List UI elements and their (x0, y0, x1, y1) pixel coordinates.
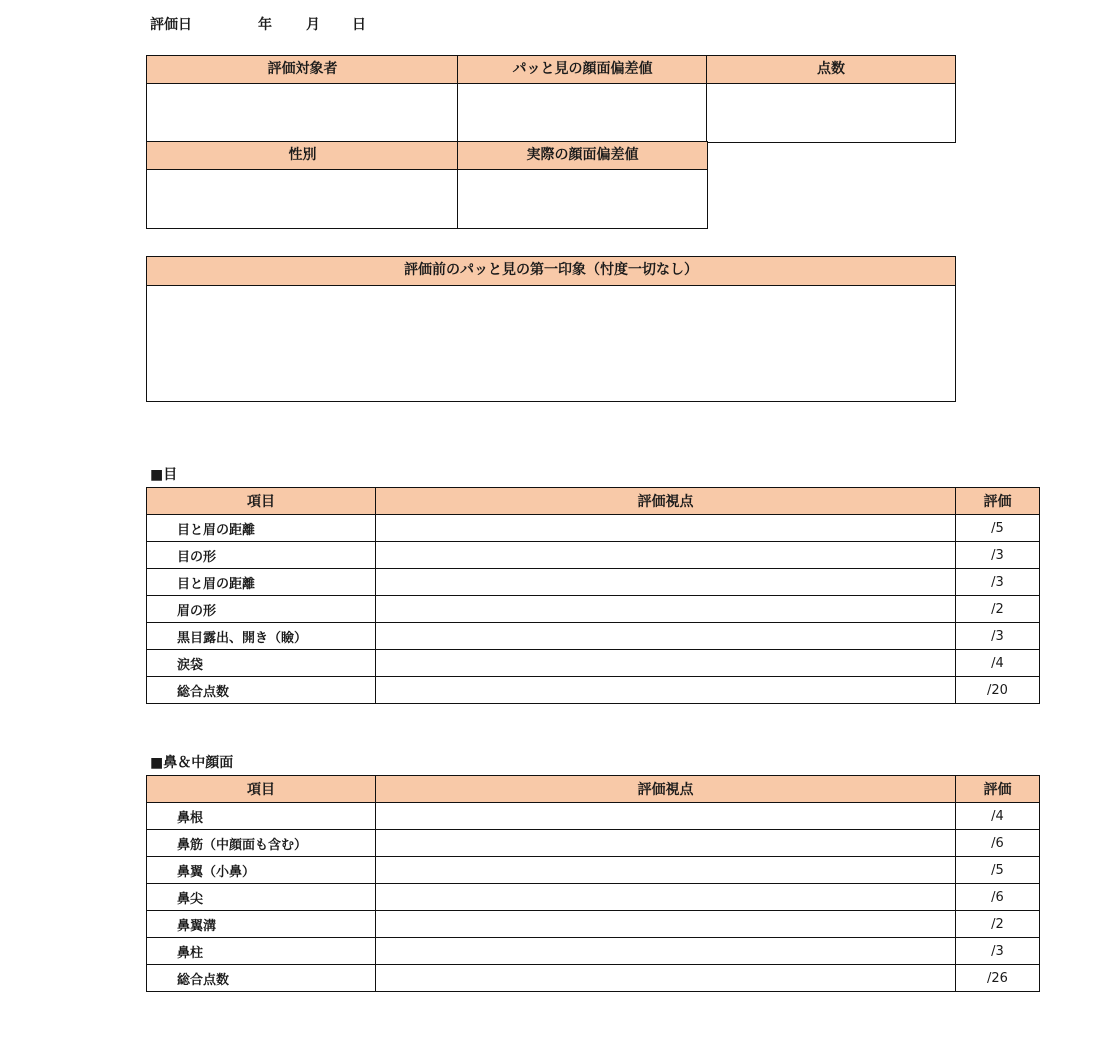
row-item: 目の形 (147, 542, 376, 569)
eyes-table-header-row (147, 488, 1040, 515)
viewpoint-cell[interactable] (376, 623, 956, 650)
eyes-col-item: 項目 (147, 488, 376, 515)
first-impression-field[interactable] (146, 285, 956, 402)
table-row (147, 830, 1040, 857)
eyes-col-viewpoint: 評価視点 (376, 488, 956, 515)
table-row (147, 911, 1040, 938)
row-item: 鼻筋（中顔面も含む） (147, 830, 376, 857)
score-field[interactable] (706, 83, 956, 143)
first-look-score-field[interactable] (457, 83, 708, 143)
nose-table (146, 775, 1040, 992)
score-cell[interactable]: /6 (956, 830, 1040, 857)
gender-header: 性別 (146, 141, 459, 171)
table-row (147, 965, 1040, 992)
nose-col-viewpoint: 評価視点 (376, 776, 956, 803)
row-item: 目と眉の距離 (147, 515, 376, 542)
gender-field[interactable] (146, 169, 459, 229)
score-cell[interactable]: /2 (956, 596, 1040, 623)
first-impression-header: 評価前のパッと見の第一印象（忖度一切なし） (146, 256, 956, 287)
viewpoint-cell[interactable] (376, 884, 956, 911)
actual-score-header: 実際の顔面偏差値 (457, 141, 708, 171)
nose-col-item: 項目 (147, 776, 376, 803)
score-cell[interactable]: /3 (956, 569, 1040, 596)
eyes-section-title: ■目 (150, 467, 178, 483)
row-item: 鼻尖 (147, 884, 376, 911)
subject-header: 評価対象者 (146, 55, 459, 85)
score-cell[interactable]: /2 (956, 911, 1040, 938)
table-row (147, 596, 1040, 623)
table-row (147, 569, 1040, 596)
table-row (147, 803, 1040, 830)
score-cell[interactable]: /4 (956, 803, 1040, 830)
nose-section-title: ■鼻＆中顔面 (150, 755, 234, 771)
eyes-table (146, 487, 1040, 704)
viewpoint-cell[interactable] (376, 542, 956, 569)
score-cell[interactable]: /26 (956, 965, 1040, 992)
row-item: 鼻翼溝 (147, 911, 376, 938)
table-row (147, 857, 1040, 884)
table-row (147, 938, 1040, 965)
viewpoint-cell[interactable] (376, 857, 956, 884)
score-cell[interactable]: /5 (956, 515, 1040, 542)
row-item: 鼻根 (147, 803, 376, 830)
score-cell[interactable]: /3 (956, 938, 1040, 965)
eyes-col-score: 評価 (956, 488, 1040, 515)
score-cell[interactable]: /20 (956, 677, 1040, 704)
evaluation-date-label: 評価日 (150, 17, 192, 33)
table-row (147, 650, 1040, 677)
row-item: 総合点数 (147, 677, 376, 704)
table-row (147, 542, 1040, 569)
row-item: 目と眉の距離 (147, 569, 376, 596)
score-cell[interactable]: /5 (956, 857, 1040, 884)
row-item: 総合点数 (147, 965, 376, 992)
table-row (147, 623, 1040, 650)
viewpoint-cell[interactable] (376, 830, 956, 857)
row-item: 眉の形 (147, 596, 376, 623)
score-cell[interactable]: /6 (956, 884, 1040, 911)
viewpoint-cell[interactable] (376, 965, 956, 992)
year-label: 年 (258, 17, 272, 33)
table-row (147, 677, 1040, 704)
month-label: 月 (306, 17, 320, 33)
actual-score-field[interactable] (457, 169, 708, 229)
table-row (147, 515, 1040, 542)
viewpoint-cell[interactable] (376, 803, 956, 830)
viewpoint-cell[interactable] (376, 596, 956, 623)
viewpoint-cell[interactable] (376, 677, 956, 704)
first-look-score-header: パッと見の顔面偏差値 (457, 55, 708, 85)
viewpoint-cell[interactable] (376, 938, 956, 965)
row-item: 鼻柱 (147, 938, 376, 965)
table-row (147, 884, 1040, 911)
viewpoint-cell[interactable] (376, 911, 956, 938)
viewpoint-cell[interactable] (376, 515, 956, 542)
row-item: 涙袋 (147, 650, 376, 677)
score-header: 点数 (706, 55, 956, 85)
score-cell[interactable]: /3 (956, 542, 1040, 569)
score-cell[interactable]: /4 (956, 650, 1040, 677)
row-item: 鼻翼（小鼻） (147, 857, 376, 884)
nose-col-score: 評価 (956, 776, 1040, 803)
row-item: 黒目露出、開き（瞼） (147, 623, 376, 650)
nose-table-header-row (147, 776, 1040, 803)
viewpoint-cell[interactable] (376, 569, 956, 596)
day-label: 日 (352, 17, 366, 33)
score-cell[interactable]: /3 (956, 623, 1040, 650)
viewpoint-cell[interactable] (376, 650, 956, 677)
subject-field[interactable] (146, 83, 459, 143)
